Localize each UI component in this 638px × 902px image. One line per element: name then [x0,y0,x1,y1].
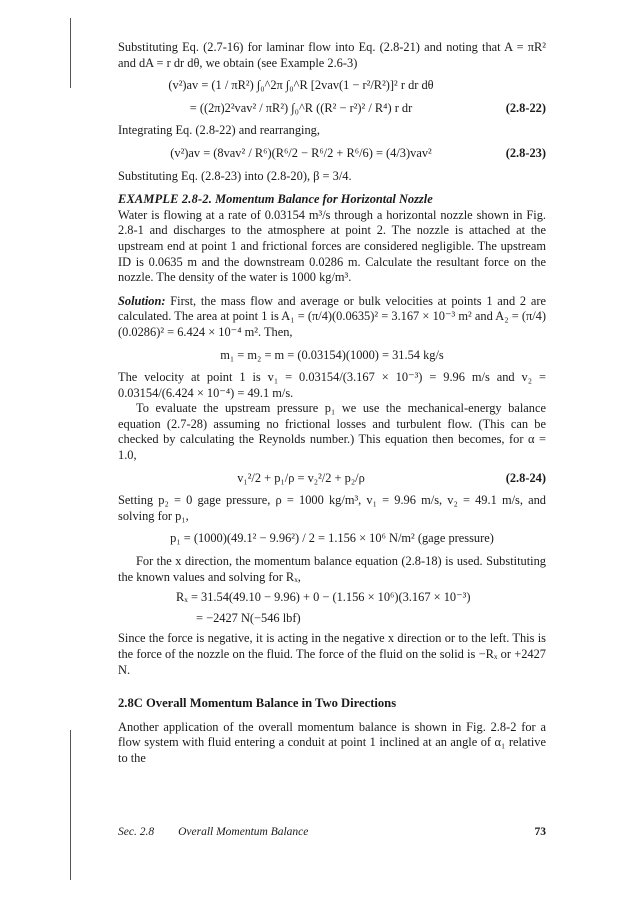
footer-title: Overall Momentum Balance [178,826,309,838]
example-title: Momentum Balance for Horizontal Nozzle [215,192,433,207]
equation-2-8-22: = ((2π)2²vav² / πR²) ∫₀^R ((R² − r²)² / R⁴) r dr (2.8-22) [189,100,546,115]
paragraph-setting: Setting p₂ = 0 gage pressure, ρ = 1000 kg/m³, v₁ = 9.96 m/s, v₂ = 49.1 m/s, and solving for p₁, [118,493,546,523]
equation-number: (2.8-22) [505,100,546,115]
paragraph-upstream: To evaluate the upstream pressure p₁ we use the mechanical-energy balance equation (2.7-28) assuming no frictional losses and turbulent flow. (This can be checked by calculating the Reynolds number.) This equation then becomes, for α = 1.0, [118,401,546,463]
equation-2-8-24: v₁²/2 + p₁/ρ = v₂²/2 + p₂/ρ (2.8-24) [237,470,546,485]
equation-mass-flow: m₁ = m₂ = m = (0.03154)(1000) = 31.54 kg/s [220,347,444,362]
paragraph-substituting: Substituting Eq. (2.8-23) into (2.8-20), β = 3/4. [118,168,352,183]
page-number: 73 [534,826,546,838]
paragraph-x-direction: For the x direction, the momentum balance equation (2.8-18) is used. Substituting the known values and solving for Rₓ, [118,554,546,584]
paragraph-section: Another application of the overall momentum balance is shown in Fig. 2.8-2 for a flow system with fluid entering a conduit at point 1 inclined at an angle of α₁ relative to the [118,719,546,765]
solution-text: First, the mass flow and average or bulk velocities at points 1 and 2 are calculated. The area at point 1 is A₁ = (π/4)(0.0635)² = 3.167 × 10⁻³ m² and A₂ = (π/4)(0.0286)² = 6.424 × 10⁻⁴ m². Then, [118,293,546,339]
solution-label: Solution: [118,293,166,308]
page-footer [118,826,546,838]
equation-p1: p₁ = (1000)(49.1² − 9.96²) / 2 = 1.156 × 10⁶ N/m² (gage pressure) [170,531,494,546]
footer-section: Sec. 2.8 [118,826,155,838]
binding-line [70,18,71,88]
equation-number: (2.8-23) [505,145,546,160]
page-content [118,40,546,767]
equation-2-8-23: (v²)av = (8vav² / R⁶)(R⁶/2 − R⁶/2 + R⁶/6) = (4/3)vav² (2.8-23) [170,145,546,160]
binding-line [70,730,71,880]
equation-rx-result: = −2427 N(−546 lbf) [196,610,301,625]
paragraph-negative-force: Since the force is negative, it is acting in the negative x direction or to the left. This is the force of the nozzle on the fluid. The force of the fluid on the solid is −Rₓ or +2427 N. [118,631,546,677]
equation-number: (2.8-24) [505,470,546,485]
paragraph-solution [118,294,546,341]
paragraph-velocity: The velocity at point 1 is v₁ = 0.03154/(3.167 × 10⁻³) = 9.96 m/s and v₂ = 0.03154/(6.424 × 10⁻⁴) = 49.1 m/s. [118,370,546,400]
example-label: EXAMPLE 2.8-2. [118,192,213,207]
section-heading: 2.8C Overall Momentum Balance in Two Directions [118,696,397,711]
paragraph-example: Water is flowing at a rate of 0.03154 m³/s through a horizontal nozzle shown in Fig. 2.8-1 and discharges to the atmosphere at point 2. The nozzle is attached at the upstream end at point 1 and frictional forces are considered negligible. The upstream ID is 0.0635 m and the downstream 0.0286 m. Calculate the resultant force on the nozzle. The density of the water is 1000 kg/m³. [118,207,546,285]
paragraph-integrating: Integrating Eq. (2.8-22) and rearranging, [118,123,320,138]
equation-average-v-squared: (v²)av = (1 / πR²) ∫₀^2π ∫₀^R [2vav(1 − r²/R²)]² r dr dθ [168,78,434,93]
paragraph-intro: Substituting Eq. (2.7-16) for laminar flow into Eq. (2.8-21) and noting that A = πR² and dA = r dr dθ, we obtain (see Example 2.6-3) [118,40,546,70]
equation-rx: Rₓ = 31.54(49.10 − 9.96) + 0 − (1.156 × 10⁶)(3.167 × 10⁻³) [176,590,471,605]
example-heading [118,192,546,208]
